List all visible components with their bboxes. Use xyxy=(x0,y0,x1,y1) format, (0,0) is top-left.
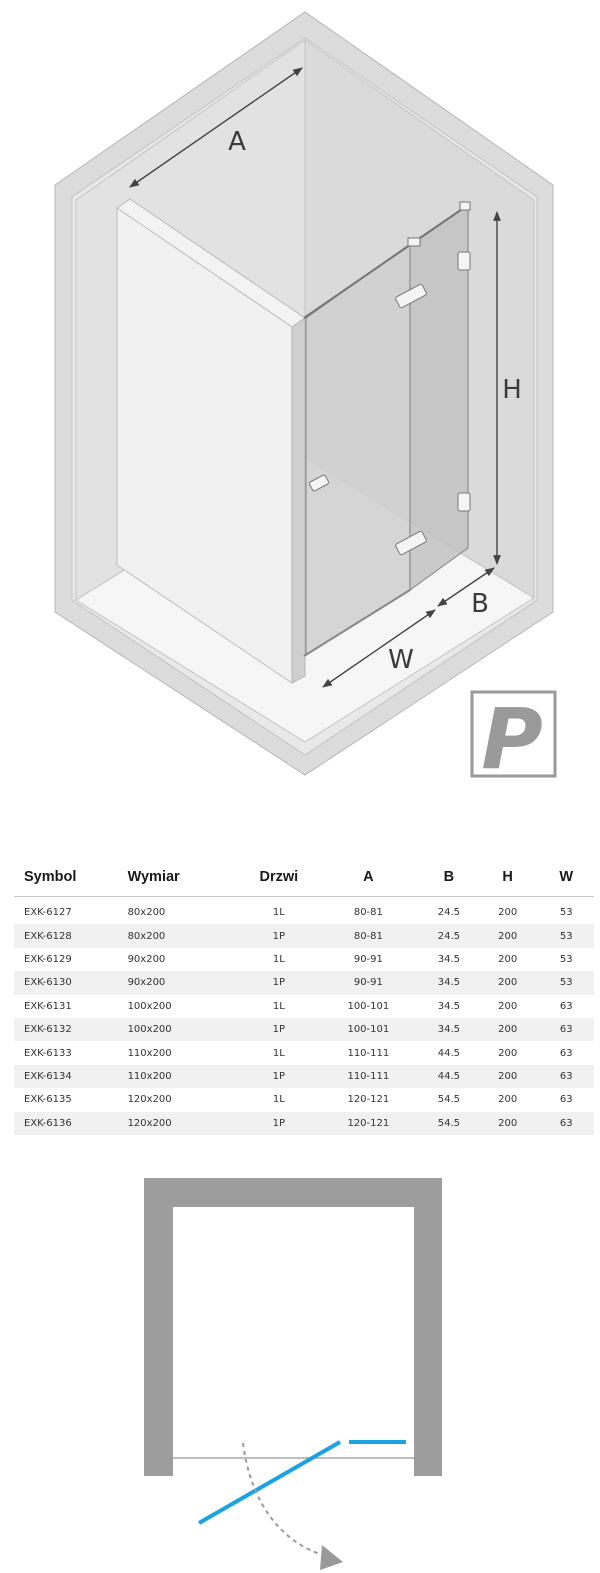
table-row xyxy=(14,948,594,971)
cell-h: 200 xyxy=(498,907,518,919)
table-header-row xyxy=(14,858,594,897)
cell-b: 54.5 xyxy=(421,1112,477,1135)
cell-drzwi: 1L xyxy=(272,1047,285,1059)
cell-drzwi: 1L xyxy=(272,1000,285,1012)
header-symbol: Symbol xyxy=(14,858,118,897)
wall-clamp-upper-icon xyxy=(458,252,470,270)
cell-b: 24.5 xyxy=(421,924,477,947)
cell-symbol: EXK-6130 xyxy=(14,971,118,994)
cell-w: 63 xyxy=(559,1094,573,1106)
header-h: H xyxy=(477,858,538,897)
cell-w: 63 xyxy=(559,1047,573,1059)
wall-clamp-lower-icon xyxy=(458,493,470,511)
cell-a: 120-121 xyxy=(316,1112,421,1135)
header-drzwi: Drzwi xyxy=(242,858,316,897)
cell-w: 63 xyxy=(538,1018,594,1041)
header-b: B xyxy=(421,858,477,897)
cell-wymiar: 80x200 xyxy=(118,924,242,947)
table-row xyxy=(14,1041,594,1064)
cell-h: 200 xyxy=(477,1018,538,1041)
cell-h: 200 xyxy=(498,1000,518,1012)
cell-b: 34.5 xyxy=(437,1000,461,1012)
plan-door-glass xyxy=(199,1442,340,1523)
cell-w: 53 xyxy=(559,907,573,919)
cell-b: 34.5 xyxy=(437,953,461,965)
table-row xyxy=(14,1112,594,1135)
table-row xyxy=(14,897,594,925)
cell-b: 24.5 xyxy=(437,907,461,919)
cell-drzwi: 1P xyxy=(242,1112,316,1135)
cell-symbol: EXK-6132 xyxy=(14,1018,118,1041)
top-hinge-cap-icon xyxy=(408,238,420,246)
cell-w: 63 xyxy=(538,1065,594,1088)
cell-wymiar: 110x200 xyxy=(127,1047,172,1059)
cell-symbol: EXK-6128 xyxy=(14,924,118,947)
table-row xyxy=(14,971,594,994)
cell-h: 200 xyxy=(477,971,538,994)
table-row xyxy=(14,995,594,1018)
header-a: A xyxy=(316,858,421,897)
cell-wymiar: 90x200 xyxy=(127,953,166,965)
cell-wymiar: 90x200 xyxy=(118,971,242,994)
cell-wymiar: 110x200 xyxy=(118,1065,242,1088)
cell-wymiar: 80x200 xyxy=(127,907,166,919)
cell-drzwi: 1L xyxy=(272,1094,285,1106)
dimension-a-label: A xyxy=(228,127,246,157)
cell-h: 200 xyxy=(498,953,518,965)
cell-symbol: EXK-6129 xyxy=(24,953,72,965)
cell-symbol: EXK-6133 xyxy=(24,1047,72,1059)
cell-a: 90-91 xyxy=(316,971,421,994)
cell-w: 63 xyxy=(538,1112,594,1135)
cell-drzwi: 1P xyxy=(242,971,316,994)
cell-symbol: EXK-6134 xyxy=(14,1065,118,1088)
cell-drzwi: 1P xyxy=(242,1018,316,1041)
plan-swing-arc xyxy=(243,1443,330,1557)
cell-b: 34.5 xyxy=(421,1018,477,1041)
product-badge-letter: P xyxy=(481,690,543,788)
plan-walls xyxy=(144,1178,442,1476)
cell-h: 200 xyxy=(477,924,538,947)
header-wymiar: Wymiar xyxy=(118,858,242,897)
cell-wymiar: 100x200 xyxy=(127,1000,172,1012)
cell-a: 120-121 xyxy=(347,1094,390,1106)
cell-drzwi: 1P xyxy=(242,924,316,947)
cell-w: 63 xyxy=(559,1000,573,1012)
table-row xyxy=(14,1065,594,1088)
cell-a: 80-81 xyxy=(353,907,383,919)
spec-table xyxy=(14,858,594,1135)
cell-h: 200 xyxy=(477,1112,538,1135)
dimension-w-label: W xyxy=(388,645,414,675)
dimension-h-label: H xyxy=(502,375,522,405)
top-corner-clamp-icon xyxy=(460,202,470,210)
cell-a: 90-91 xyxy=(353,953,383,965)
cell-a: 110-111 xyxy=(347,1047,390,1059)
cell-symbol: EXK-6131 xyxy=(24,1000,72,1012)
cell-a: 110-111 xyxy=(316,1065,421,1088)
cell-symbol: EXK-6136 xyxy=(14,1112,118,1135)
cell-drzwi: 1P xyxy=(242,1065,316,1088)
plan-swing-arrowhead-icon xyxy=(320,1545,343,1570)
cell-w: 53 xyxy=(538,971,594,994)
cell-h: 200 xyxy=(477,1065,538,1088)
table-row xyxy=(14,924,594,947)
cell-a: 100-101 xyxy=(316,1018,421,1041)
cell-a: 100-101 xyxy=(347,1000,390,1012)
cell-w: 53 xyxy=(559,953,573,965)
cell-w: 53 xyxy=(538,924,594,947)
cell-b: 54.5 xyxy=(437,1094,461,1106)
cell-drzwi: 1L xyxy=(272,907,285,919)
cell-a: 80-81 xyxy=(316,924,421,947)
cell-symbol: EXK-6127 xyxy=(24,907,72,919)
cell-h: 200 xyxy=(498,1094,518,1106)
table-row xyxy=(14,1018,594,1041)
shower-floor-plan xyxy=(0,1170,600,1573)
cell-b: 44.5 xyxy=(437,1047,461,1059)
cell-wymiar: 120x200 xyxy=(127,1094,172,1106)
cell-b: 34.5 xyxy=(421,971,477,994)
cell-wymiar: 100x200 xyxy=(118,1018,242,1041)
cell-drzwi: 1L xyxy=(272,953,285,965)
partition-wall-side xyxy=(292,318,305,683)
cell-wymiar: 120x200 xyxy=(118,1112,242,1135)
cell-h: 200 xyxy=(498,1047,518,1059)
dimension-b-label: B xyxy=(471,589,489,619)
cell-b: 44.5 xyxy=(421,1065,477,1088)
header-w: W xyxy=(538,858,594,897)
table-row xyxy=(14,1088,594,1111)
cell-symbol: EXK-6135 xyxy=(24,1094,72,1106)
